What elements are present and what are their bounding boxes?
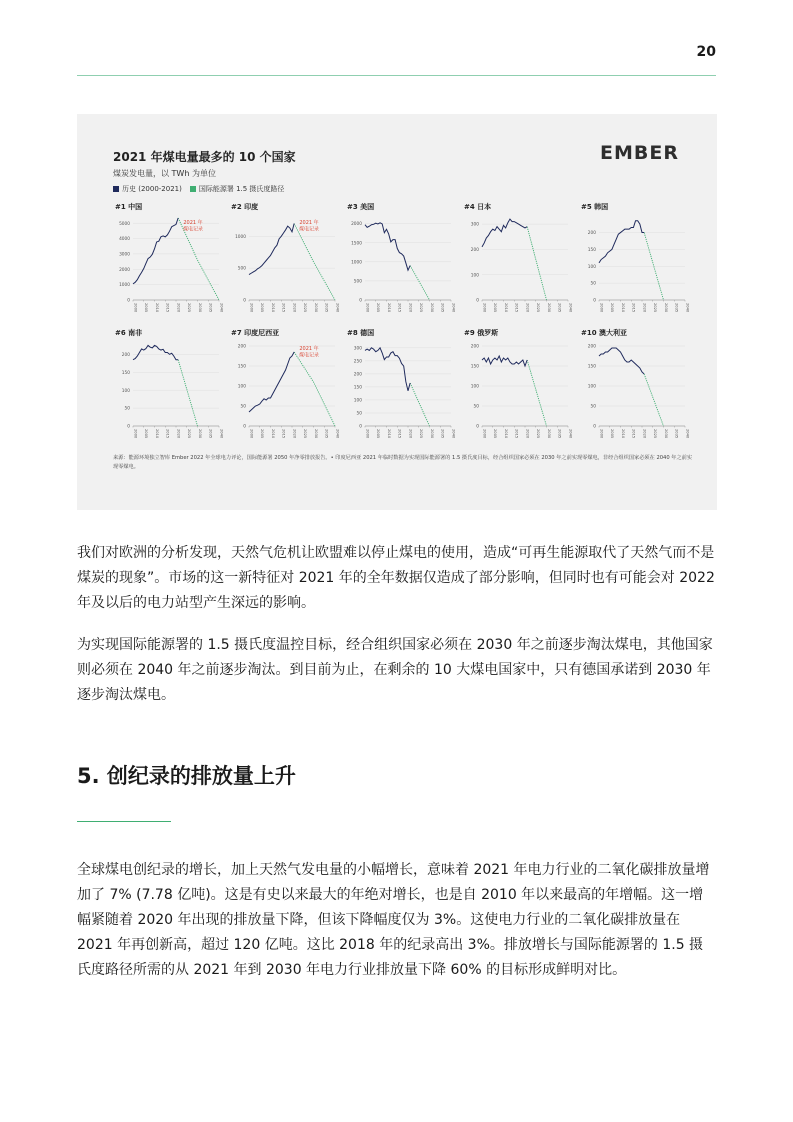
x-tick-label: 2035 [208, 303, 213, 313]
x-tick-label: 2040 [451, 303, 456, 313]
pathway-line [410, 266, 429, 300]
y-tick-label: 300 [470, 222, 479, 228]
x-tick-label: 2000 [482, 303, 487, 313]
history-line [133, 345, 178, 359]
x-tick-label: 2000 [482, 429, 487, 439]
x-tick-label: 2005 [610, 303, 615, 313]
history-line [482, 356, 527, 366]
x-tick-label: 2005 [376, 303, 381, 313]
chart-panel-title: #5 韩国 [581, 203, 609, 211]
x-tick-label: 2015 [165, 303, 170, 313]
legend-item-history: 历史 (2000-2021) [113, 184, 182, 194]
y-tick-label: 0 [359, 298, 362, 304]
x-tick-label: 2000 [133, 303, 138, 313]
y-tick-label: 1000 [351, 260, 362, 266]
x-tick-label: 2025 [653, 303, 658, 313]
chart-panel [464, 202, 576, 324]
x-tick-label: 2030 [546, 303, 551, 313]
chart-plot [347, 328, 459, 450]
x-tick-label: 2035 [557, 303, 562, 313]
y-tick-label: 0 [476, 424, 479, 430]
x-tick-label: 2000 [599, 429, 604, 439]
x-tick-label: 2040 [335, 303, 340, 313]
chart-panel [464, 328, 576, 450]
y-tick-label: 100 [470, 384, 479, 390]
y-tick-label: 100 [587, 264, 596, 270]
history-line [365, 223, 410, 270]
x-tick-label: 2030 [197, 303, 202, 313]
x-tick-label: 2035 [208, 429, 213, 439]
y-tick-label: 0 [593, 424, 596, 430]
header-divider [77, 75, 716, 76]
chart-plot [115, 328, 227, 450]
chart-panel-title: #1 中国 [115, 203, 143, 211]
x-tick-label: 2000 [365, 429, 370, 439]
chart-panel [347, 202, 459, 324]
y-tick-label: 2000 [119, 267, 130, 273]
x-tick-label: 2030 [429, 303, 434, 313]
pathway-line [644, 374, 663, 426]
chart-panel [231, 328, 343, 450]
x-tick-label: 2025 [303, 303, 308, 313]
chart-panel-title: #7 印度尼西亚 [231, 329, 280, 337]
x-tick-label: 2030 [429, 429, 434, 439]
y-tick-label: 200 [470, 344, 479, 350]
x-tick-label: 2025 [419, 303, 424, 313]
x-tick-label: 2015 [631, 429, 636, 439]
x-tick-label: 2025 [653, 429, 658, 439]
x-tick-label: 2020 [408, 429, 413, 439]
record-annotation: 2021 年 [183, 220, 203, 226]
x-tick-label: 2035 [324, 303, 329, 313]
x-tick-label: 2035 [674, 303, 679, 313]
chart-plot [464, 328, 576, 450]
x-tick-label: 2005 [610, 429, 615, 439]
chart-panel-title: #3 美国 [347, 203, 375, 211]
x-tick-label: 2015 [397, 429, 402, 439]
pathway-line [527, 227, 546, 300]
x-tick-label: 2035 [440, 303, 445, 313]
chart-plot [231, 202, 343, 324]
chart-panel-title: #6 南非 [115, 329, 143, 337]
ember-logo: EMBER [600, 142, 679, 164]
pathway-line [294, 352, 335, 426]
y-tick-label: 3000 [119, 252, 130, 258]
heading-underline [77, 821, 171, 822]
y-tick-label: 200 [237, 344, 246, 350]
section-heading: 5. 创纪录的排放量上升 [77, 764, 296, 788]
y-tick-label: 100 [353, 398, 362, 404]
x-tick-label: 2010 [270, 303, 275, 313]
x-tick-label: 2015 [165, 429, 170, 439]
chart-plot [581, 328, 693, 450]
x-tick-label: 2025 [536, 303, 541, 313]
x-tick-label: 2040 [685, 303, 690, 313]
x-tick-label: 2020 [642, 303, 647, 313]
y-tick-label: 200 [121, 352, 130, 358]
x-tick-label: 2025 [303, 429, 308, 439]
x-tick-label: 2010 [620, 303, 625, 313]
y-tick-label: 200 [587, 231, 596, 237]
y-tick-label: 100 [587, 384, 596, 390]
x-tick-label: 2040 [568, 429, 573, 439]
chart-panel [347, 328, 459, 450]
x-tick-label: 2005 [260, 303, 265, 313]
chart-panel-title: #10 澳大利亚 [581, 329, 628, 337]
history-line [365, 348, 410, 391]
paragraph-3: 全球煤电创纪录的增长，加上天然气发电量的小幅增长，意味着 2021 年电力行业的二氧化碳排放量增加了 7% (7.78 亿吨)。这是有史以来最大的年绝对增长，也是自 2010 年以来最高的年增幅。这一增幅紧随着 2020 年出现的排放量下降，但该下降幅度仅为 3%。这使电力行业的二氧化碳排放量在 2021 年再创新高，超过 120 亿吨。这比 2018 年的纪录高出 3%。排放增长与国际能源署的 1.5 摄氏度路径所需的从 2021 年到 2030 年电力行业排放量下降 60% 的目标形成鲜明对比。 [77, 862, 710, 978]
chart-figure [77, 114, 717, 510]
figure-title: 2021 年煤电量最多的 10 个国家 [113, 150, 296, 164]
x-tick-label: 2020 [292, 303, 297, 313]
paragraph-1: 我们对欧洲的分析发现，天然气危机让欧盟难以停止煤电的使用，造成“可再生能源取代了天然气而不是煤炭的现象”。市场的这一新特征对 2021 年的全年数据仅造成了部分影响，但同时也有可能会对 2022 年及以后的电力站型产生深远的影响。 [77, 545, 715, 611]
x-tick-label: 2010 [270, 429, 275, 439]
chart-panel [581, 202, 693, 324]
x-tick-label: 2030 [313, 429, 318, 439]
y-tick-label: 200 [470, 248, 479, 254]
x-tick-label: 2015 [397, 303, 402, 313]
y-tick-label: 200 [587, 344, 596, 350]
x-tick-label: 2040 [335, 429, 340, 439]
chart-panel-title: #9 俄罗斯 [464, 329, 499, 337]
y-tick-label: 100 [121, 388, 130, 394]
x-tick-label: 2005 [144, 303, 149, 313]
y-tick-label: 50 [590, 404, 596, 410]
y-tick-label: 0 [127, 424, 130, 430]
x-tick-label: 2020 [642, 429, 647, 439]
x-tick-label: 2015 [631, 303, 636, 313]
y-tick-label: 100 [237, 384, 246, 390]
x-tick-label: 2030 [663, 429, 668, 439]
x-tick-label: 2025 [536, 429, 541, 439]
y-tick-label: 0 [127, 298, 130, 304]
history-line [249, 224, 294, 275]
x-tick-label: 2040 [451, 429, 456, 439]
chart-plot [347, 202, 459, 324]
y-tick-label: 500 [237, 266, 246, 272]
y-tick-label: 50 [590, 281, 596, 287]
x-tick-label: 2010 [503, 303, 508, 313]
y-tick-label: 200 [353, 372, 362, 378]
x-tick-label: 2010 [386, 429, 391, 439]
x-tick-label: 2005 [376, 429, 381, 439]
x-tick-label: 2000 [599, 303, 604, 313]
y-tick-label: 2000 [351, 222, 362, 228]
chart-plot [231, 328, 343, 450]
y-tick-label: 150 [587, 248, 596, 254]
chart-panel-title: #8 德国 [347, 329, 375, 337]
x-tick-label: 2000 [249, 429, 254, 439]
x-tick-label: 2025 [187, 429, 192, 439]
record-annotation: 2021 年 [299, 346, 319, 352]
history-line [482, 219, 527, 247]
y-tick-label: 100 [470, 273, 479, 279]
y-tick-label: 500 [353, 279, 362, 285]
x-tick-label: 2005 [144, 429, 149, 439]
x-tick-label: 2015 [281, 303, 286, 313]
chart-panel-title: #2 印度 [231, 203, 259, 211]
y-tick-label: 0 [593, 298, 596, 304]
x-tick-label: 2035 [557, 429, 562, 439]
chart-plot [115, 202, 227, 324]
y-tick-label: 50 [473, 404, 479, 410]
x-tick-label: 2005 [260, 429, 265, 439]
y-tick-label: 50 [356, 411, 362, 417]
y-tick-label: 150 [237, 364, 246, 370]
x-tick-label: 2040 [568, 303, 573, 313]
y-tick-label: 0 [476, 298, 479, 304]
x-tick-label: 2020 [176, 429, 181, 439]
y-tick-label: 0 [359, 424, 362, 430]
y-tick-label: 150 [587, 364, 596, 370]
x-tick-label: 2020 [525, 303, 530, 313]
x-tick-label: 2035 [324, 429, 329, 439]
x-tick-label: 2000 [133, 429, 138, 439]
y-tick-label: 50 [240, 404, 246, 410]
x-tick-label: 2010 [154, 429, 159, 439]
paragraph-2: 为实现国际能源署的 1.5 摄氏度温控目标，经合组织国家必须在 2030 年之前逐步淘汰煤电，其他国家则必须在 2040 年之前逐步淘汰。到目前为止，在剩余的 10 大煤电国家中，只有德国承诺到 2030 年逐步淘汰煤电。 [77, 637, 713, 703]
y-tick-label: 50 [124, 406, 130, 412]
x-tick-label: 2010 [503, 429, 508, 439]
y-tick-label: 300 [353, 346, 362, 352]
y-tick-label: 150 [121, 370, 130, 376]
y-tick-label: 1000 [119, 283, 130, 289]
page-number: 20 [696, 44, 716, 60]
history-line [599, 348, 644, 374]
history-line [133, 218, 178, 284]
x-tick-label: 2005 [493, 429, 498, 439]
y-tick-label: 1000 [235, 234, 246, 240]
record-annotation: 煤电记录 [182, 226, 204, 233]
chart-panel [231, 202, 343, 324]
y-tick-label: 5000 [119, 221, 130, 227]
chart-panel [581, 328, 693, 450]
y-tick-label: 1500 [351, 241, 362, 247]
x-tick-label: 2005 [493, 303, 498, 313]
chart-panel-title: #4 日本 [464, 203, 492, 211]
figure-legend [113, 184, 284, 194]
x-tick-label: 2010 [154, 303, 159, 313]
x-tick-label: 2020 [292, 429, 297, 439]
x-tick-label: 2040 [219, 303, 224, 313]
x-tick-label: 2015 [514, 429, 519, 439]
chart-panel [115, 202, 227, 324]
x-tick-label: 2030 [546, 429, 551, 439]
record-annotation: 煤电记录 [298, 226, 320, 233]
pathway-line [410, 383, 429, 426]
x-tick-label: 2030 [313, 303, 318, 313]
x-tick-label: 2010 [386, 303, 391, 313]
figure-subtitle: 煤炭发电量，以 TWh 为单位 [113, 169, 216, 178]
y-tick-label: 250 [353, 359, 362, 365]
x-tick-label: 2035 [440, 429, 445, 439]
x-tick-label: 2030 [197, 429, 202, 439]
chart-plot [464, 202, 576, 324]
history-line [249, 352, 294, 412]
pathway-line [294, 224, 335, 300]
x-tick-label: 2020 [525, 429, 530, 439]
x-tick-label: 2015 [514, 303, 519, 313]
x-tick-label: 2025 [187, 303, 192, 313]
legend-item-pathway: 国际能源署 1.5 摄氏度路径 [190, 184, 285, 194]
pathway-line [178, 360, 197, 426]
x-tick-label: 2035 [674, 429, 679, 439]
record-annotation: 煤电记录 [298, 352, 320, 359]
y-tick-label: 4000 [119, 237, 130, 243]
figure-source: 来源：能源环境独立智库 Ember 2022 年全球电力评论，国际能源署 2050 年净零排放报告。• 印度尼西亚 2021 年临时数据为实现国际能源署的 1.5 摄氏度目标，经合组织国家必须在 2030 年之前实现零煤电，非经合组织国家必须在 2040 年之前实现零煤电。 [113, 455, 693, 470]
x-tick-label: 2025 [419, 429, 424, 439]
x-tick-label: 2040 [685, 429, 690, 439]
x-tick-label: 2020 [176, 303, 181, 313]
y-tick-label: 150 [353, 385, 362, 391]
chart-panel [115, 328, 227, 450]
chart-plot [581, 202, 693, 324]
pathway-line [527, 360, 546, 426]
x-tick-label: 2010 [620, 429, 625, 439]
x-tick-label: 2000 [365, 303, 370, 313]
record-annotation: 2021 年 [299, 220, 319, 226]
x-tick-label: 2020 [408, 303, 413, 313]
y-tick-label: 0 [243, 298, 246, 304]
x-tick-label: 2000 [249, 303, 254, 313]
x-tick-label: 2030 [663, 303, 668, 313]
x-tick-label: 2015 [281, 429, 286, 439]
y-tick-label: 0 [243, 424, 246, 430]
y-tick-label: 150 [470, 364, 479, 370]
history-line [599, 221, 644, 263]
x-tick-label: 2040 [219, 429, 224, 439]
